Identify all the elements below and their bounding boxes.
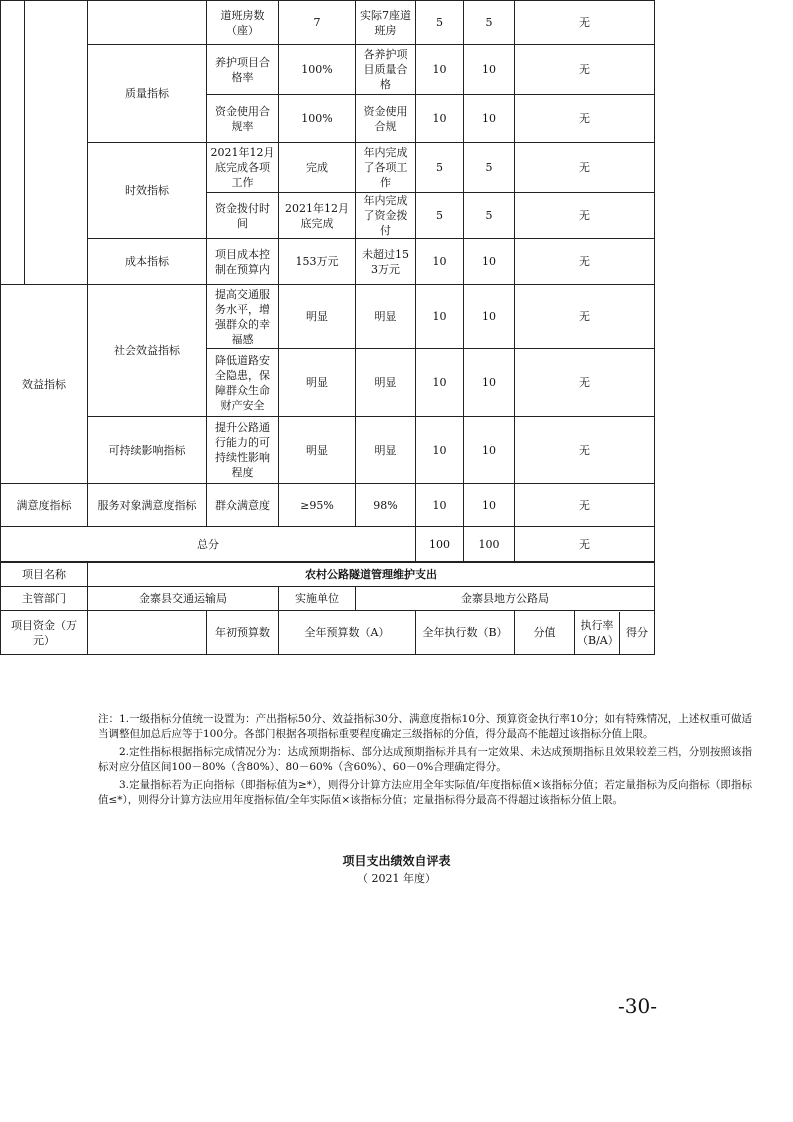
score: 10 xyxy=(464,417,515,484)
level3-indicator: 2021年12月底完成各项工作 xyxy=(207,143,279,193)
total-score-value: 100 xyxy=(416,527,464,562)
performance-table-continued xyxy=(0,0,655,562)
deviation-reason: 无 xyxy=(515,45,655,95)
page-number: -30- xyxy=(618,994,657,1018)
score: 5 xyxy=(464,143,515,193)
dept-label: 主管部门 xyxy=(1,587,88,611)
score-value: 10 xyxy=(416,45,464,95)
dept-value: 金寨县交通运输局 xyxy=(88,587,279,611)
actual-value: 各养护项目质量合格 xyxy=(356,45,416,95)
table2-title: 项目支出绩效自评表 xyxy=(342,854,451,868)
score-value: 10 xyxy=(416,95,464,143)
table2-subtitle: （ 2021 年度） xyxy=(357,872,436,885)
total-reason: 无 xyxy=(515,527,655,562)
impl-value: 金寨县地方公路局 xyxy=(356,587,655,611)
note-3: 3.定量指标若为正向指标（即指标值为≥*），则得分计算方法应用全年实际值/年度指标值×该指标分值；若定量指标为反向指标（即指标值≤*），则得分计算方法应用年度指标值/全年实际值×该指标分值；定量指标得分最高不得超过该指标分值上限。 xyxy=(98,779,752,806)
table-row xyxy=(1,239,655,285)
score-value: 10 xyxy=(416,417,464,484)
deviation-reason: 无 xyxy=(515,349,655,417)
project-name: 农村公路隧道管理维护支出 xyxy=(88,563,655,587)
header-final-score: 得分 xyxy=(626,626,648,639)
header-score xyxy=(575,611,655,655)
score-value: 10 xyxy=(416,484,464,527)
table-row xyxy=(1,563,655,587)
annual-target: 完成 xyxy=(279,143,356,193)
annual-target: 153万元 xyxy=(279,239,356,285)
actual-value: 年内完成了资金拨付 xyxy=(356,193,416,239)
deviation-reason: 无 xyxy=(515,285,655,349)
actual-value: 明显 xyxy=(356,349,416,417)
score: 5 xyxy=(464,193,515,239)
score-value: 10 xyxy=(416,285,464,349)
score: 10 xyxy=(464,484,515,527)
deviation-reason: 无 xyxy=(515,484,655,527)
actual-value: 年内完成了各项工作 xyxy=(356,143,416,193)
deviation-reason: 无 xyxy=(515,95,655,143)
level2-indicator: 成本指标 xyxy=(88,239,207,285)
score: 10 xyxy=(464,95,515,143)
note-1: 注：1.一级指标分值统一设置为：产出指标50分、效益指标30分、满意度指标10分、预算资金执行率10分；如有特殊情况，上述权重可做适当调整但加总后应等于100分。各部门根据各项指标重要程度确定三级指标的分值，得分最高不能超过该指标分值上限。 xyxy=(98,713,752,740)
total-score: 100 xyxy=(464,527,515,562)
level2-indicator: 服务对象满意度指标 xyxy=(88,484,207,527)
level2-indicator: 时效指标 xyxy=(88,143,207,239)
actual-value: 98% xyxy=(356,484,416,527)
table-row xyxy=(1,45,655,95)
table-row xyxy=(1,285,655,349)
level1-indicator: 满意度指标 xyxy=(1,484,88,527)
level3-indicator: 群众满意度 xyxy=(207,484,279,527)
table-row xyxy=(1,484,655,527)
level2-indicator: 质量指标 xyxy=(88,45,207,143)
level2-indicator xyxy=(88,1,207,45)
level3-indicator: 资金拨付时间 xyxy=(207,193,279,239)
level3-indicator: 养护项目合格率 xyxy=(207,45,279,95)
annual-target: ≥95% xyxy=(279,484,356,527)
blank-cell xyxy=(1,1,25,285)
blank-cell xyxy=(88,611,207,655)
deviation-reason: 无 xyxy=(515,143,655,193)
score: 10 xyxy=(464,239,515,285)
score: 10 xyxy=(464,45,515,95)
table-row xyxy=(1,587,655,611)
level2-indicator: 可持续影响指标 xyxy=(88,417,207,484)
score-value: 10 xyxy=(416,239,464,285)
annual-target: 2021年12月底完成 xyxy=(279,193,356,239)
score-value: 5 xyxy=(416,1,464,45)
table-row xyxy=(1,417,655,484)
notes-section xyxy=(98,712,752,811)
table-row xyxy=(1,611,655,655)
deviation-reason: 无 xyxy=(515,1,655,45)
annual-target: 7 xyxy=(279,1,356,45)
header-score-value: 分值 xyxy=(515,611,575,655)
total-row xyxy=(1,527,655,562)
funds-label: 项目资金（万元） xyxy=(1,611,88,655)
impl-label: 实施单位 xyxy=(279,587,356,611)
level1-indicator: 效益指标 xyxy=(1,285,88,484)
level2-indicator: 社会效益指标 xyxy=(88,285,207,417)
level3-indicator: 道班房数（座） xyxy=(207,1,279,45)
actual-value: 明显 xyxy=(356,285,416,349)
total-label: 总分 xyxy=(1,527,416,562)
deviation-reason: 无 xyxy=(515,239,655,285)
score-value: 10 xyxy=(416,349,464,417)
project-name-label: 项目名称 xyxy=(1,563,88,587)
level3-indicator: 资金使用合规率 xyxy=(207,95,279,143)
deviation-reason: 无 xyxy=(515,417,655,484)
actual-value: 未超过153万元 xyxy=(356,239,416,285)
header-initial-budget: 年初预算数 xyxy=(207,611,279,655)
score: 10 xyxy=(464,349,515,417)
deviation-reason: 无 xyxy=(515,193,655,239)
score: 5 xyxy=(464,1,515,45)
annual-target: 100% xyxy=(279,95,356,143)
level3-indicator: 提高交通服务水平，增强群众的幸福感 xyxy=(207,285,279,349)
table-row xyxy=(1,1,655,45)
actual-value: 实际7座道班房 xyxy=(356,1,416,45)
annual-target: 明显 xyxy=(279,417,356,484)
actual-value: 资金使用合规 xyxy=(356,95,416,143)
level3-indicator: 降低道路安全隐患，保障群众生命财产安全 xyxy=(207,349,279,417)
score: 10 xyxy=(464,285,515,349)
level3-indicator: 提升公路通行能力的可持续性影响程度 xyxy=(207,417,279,484)
header-execution-rate: 执行率（B/A） xyxy=(575,612,620,654)
annual-target: 明显 xyxy=(279,349,356,417)
level3-indicator: 项目成本控制在预算内 xyxy=(207,239,279,285)
annual-target: 100% xyxy=(279,45,356,95)
annual-target: 明显 xyxy=(279,285,356,349)
table-row xyxy=(1,143,655,193)
actual-value: 明显 xyxy=(356,417,416,484)
blank-cell xyxy=(25,1,88,285)
score-value: 5 xyxy=(416,193,464,239)
header-annual-execution: 全年执行数（B） xyxy=(416,611,515,655)
score-value: 5 xyxy=(416,143,464,193)
header-annual-budget: 全年预算数（A） xyxy=(279,611,416,655)
self-evaluation-table xyxy=(0,562,655,655)
note-2: 2.定性指标根据指标完成情况分为：达成预期指标、部分达成预期指标并具有一定效果、未达成预期指标且效果较差三档，分别按照该指标对应分值区间100－80%（含80%）、80－60%（含60%）、60－0%合理确定得分。 xyxy=(98,746,752,773)
